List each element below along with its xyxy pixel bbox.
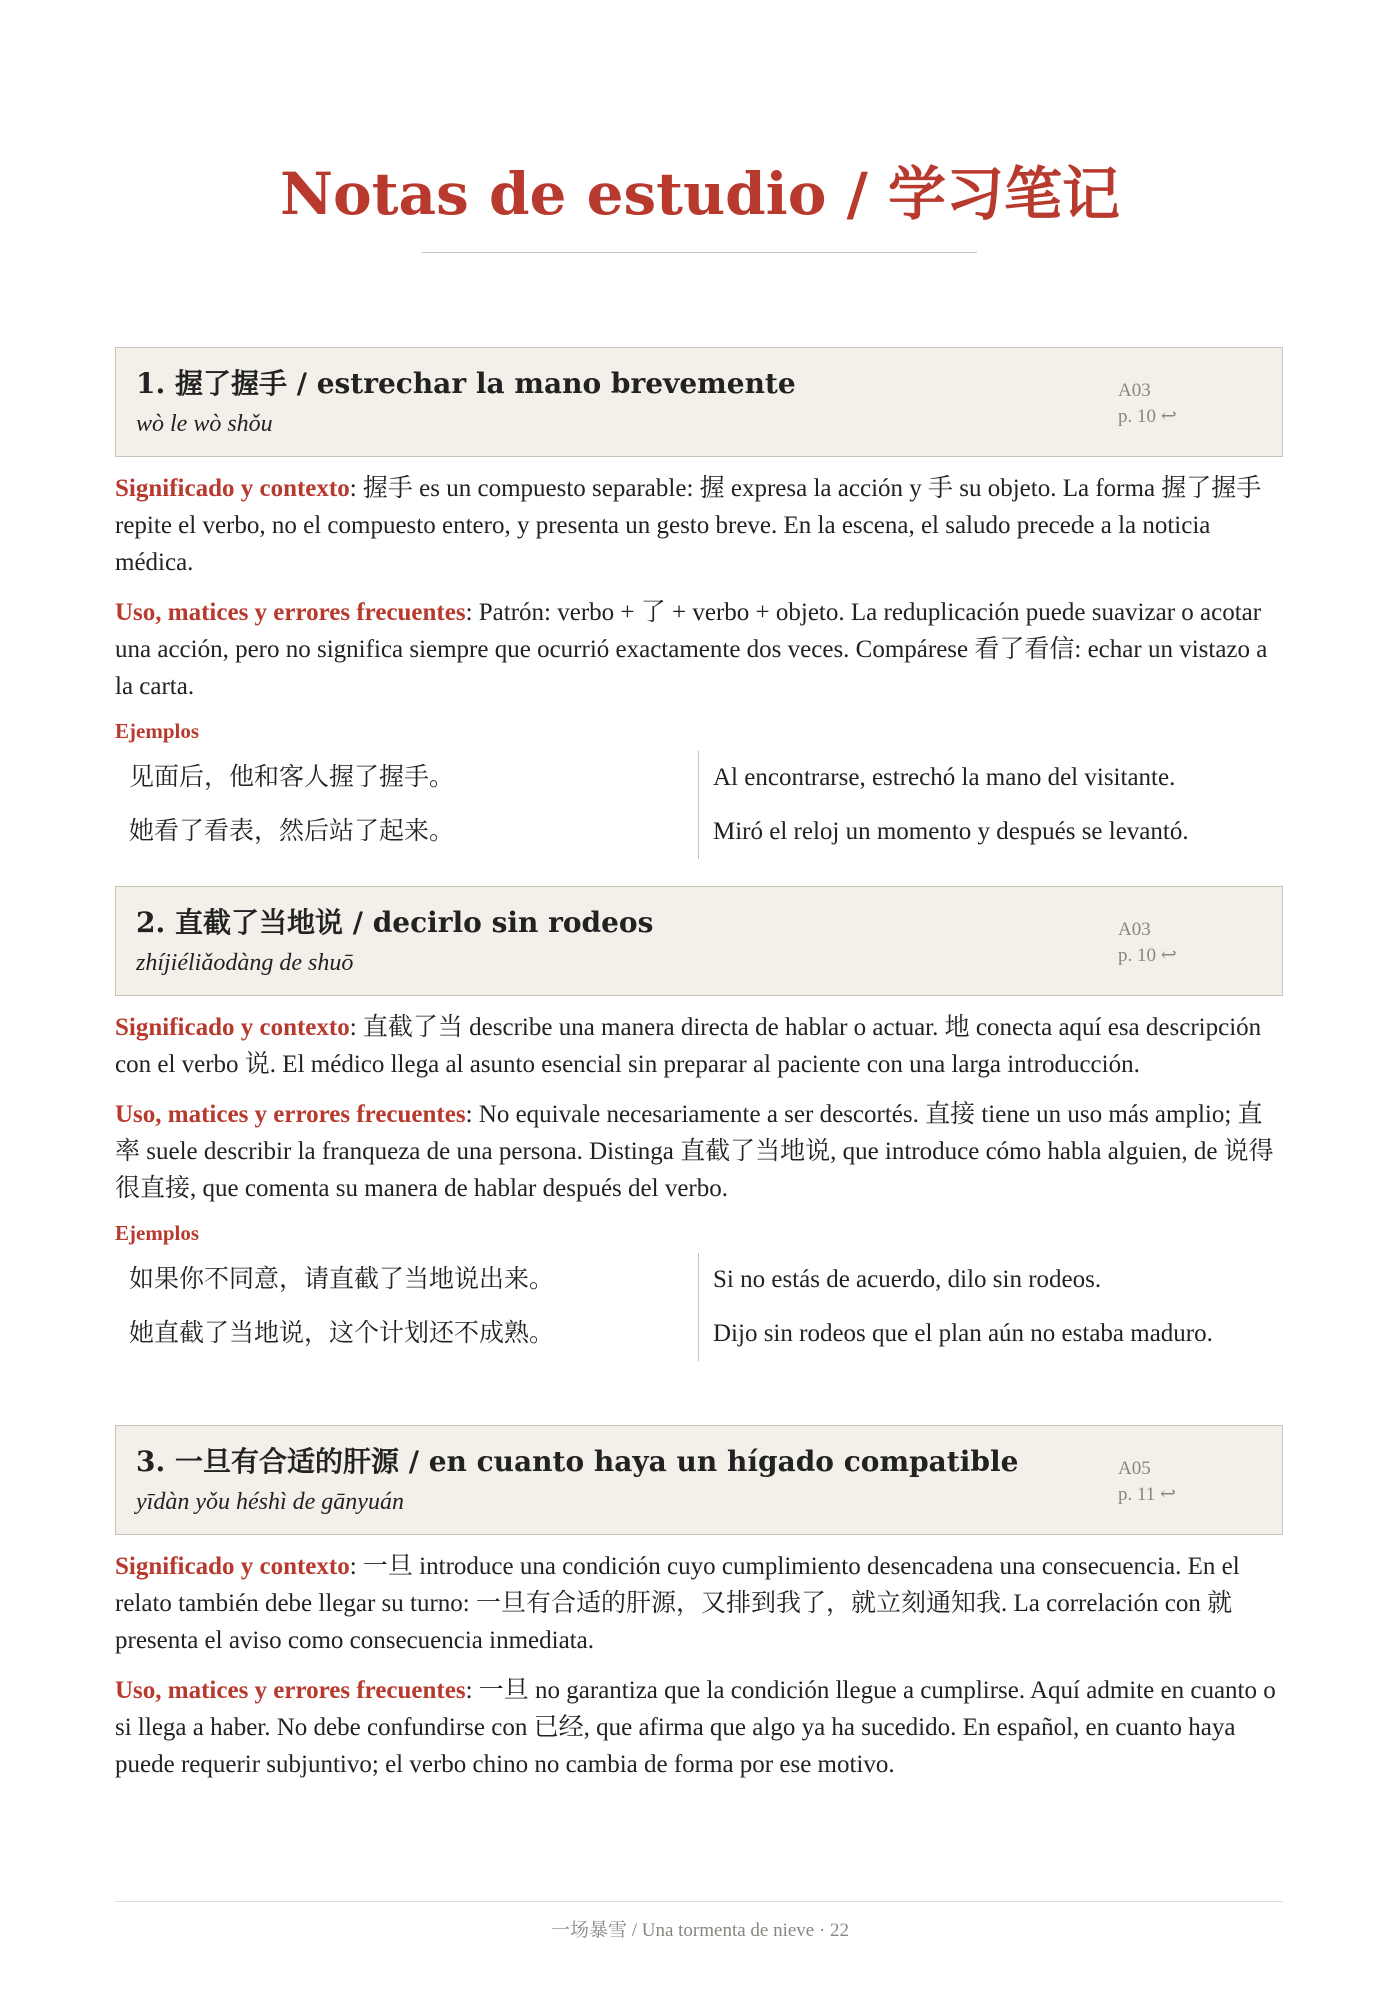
meaning-text: 直截了当 describe una manera directa de hablar o actuar. 地 conecta aquí esa descripción con el verbo 说. El médico llega al asunto esencial sin preparar al paciente con una larga introducción. xyxy=(115,1014,1262,1078)
example-spanish: Al encontrarse, estrechó la mano del visitante. xyxy=(713,764,1176,791)
source-reference xyxy=(1118,378,1177,430)
example-spanish: Dijo sin rodeos que el plan aún no estaba maduro. xyxy=(713,1320,1213,1347)
entry-heading: 1. 握了握手 / estrechar la mano brevemente xyxy=(136,367,796,400)
note-entry-2 xyxy=(115,886,1283,1361)
usage-paragraph: Uso, matices y errores frecuentes: Patrón: verbo + 了 + verbo + objeto. La reduplicación puede suavizar o acotar una acción, pero no significa siempre que ocurrió exactamente dos veces. Compárese 看了看信: echar un vistazo a la carta. xyxy=(115,599,1268,700)
meaning-label: Significado y contexto xyxy=(115,475,350,502)
meaning-paragraph: Significado y contexto: 一旦 introduce una condición cuyo cumplimiento desencadena una consecuencia. En el relato también debe llegar su turno: 一旦有合适的肝源，又排到我了，就立刻通知我. La correlación con 就 presenta el aviso como consecuencia inmediata. xyxy=(115,1553,1240,1654)
examples-table xyxy=(115,751,1283,859)
example-spanish: Si no estás de acuerdo, dilo sin rodeos. xyxy=(713,1266,1102,1293)
meaning-paragraph: Significado y contexto: 直截了当 describe una manera directa de hablar o actuar. 地 conecta aquí esa descripción con el verbo 说. El médico llega al asunto esencial sin preparar al paciente con una larga introducción. xyxy=(115,1014,1262,1078)
meaning-label: Significado y contexto xyxy=(115,1014,350,1041)
entry-pinyin: wò le wò shǒu xyxy=(136,411,273,437)
entry-heading: 2. 直截了当地说 / decirlo sin rodeos xyxy=(136,906,654,939)
example-chinese: 如果你不同意，请直截了当地说出来。 xyxy=(129,1266,555,1293)
example-row xyxy=(115,1253,1283,1307)
entry-heading: 3. 一旦有合适的肝源 / en cuanto haya un hígado compatible xyxy=(136,1445,1019,1478)
meaning-text: 握手 es un compuesto separable: 握 expresa la acción y 手 su objeto. La forma 握了握手 repite el verbo, no el compuesto entero, y presenta un gesto breve. En la escena, el saludo precede a la noticia médica. xyxy=(115,475,1262,576)
meaning-label: Significado y contexto xyxy=(115,1553,350,1580)
usage-text: No equivale necesariamente a ser descortés. 直接 tiene un uso más amplio; 直率 suele describir la franqueza de una persona. Distinga 直截了当地说, que introduce cómo habla alguien, de 说得很直接, que comenta su manera de hablar después del verbo. xyxy=(115,1101,1274,1202)
usage-paragraph: Uso, matices y errores frecuentes: 一旦 no garantiza que la condición llegue a cumplirse. Aquí admite en cuanto o si llega a haber. No debe confundirse con 已经, que afirma que algo ya ha sucedido. En español, en cuanto haya puede requerir subjuntivo; el verbo chino no cambia de forma por ese motivo. xyxy=(115,1677,1276,1778)
page-footer: 一场暴雪 / Una tormenta de nieve · 22 xyxy=(550,1920,850,1941)
example-row xyxy=(115,751,1283,805)
back-reference-link[interactable]: p. 10 ↩ xyxy=(1118,945,1177,966)
entry-header xyxy=(115,347,1283,457)
example-chinese: 见面后，他和客人握了握手。 xyxy=(129,764,455,791)
usage-paragraph: Uso, matices y errores frecuentes: No equivale necesariamente a ser descortés. 直接 tiene un uso más amplio; 直率 suele describir la franqueza de una persona. Distinga 直截了当地说, que introduce cómo habla alguien, de 说得很直接, que comenta su manera de hablar después del verbo. xyxy=(115,1101,1274,1202)
source-reference xyxy=(1118,917,1177,969)
back-reference-link[interactable]: p. 11 ↩ xyxy=(1118,1484,1176,1505)
back-reference-link[interactable]: p. 10 ↩ xyxy=(1118,406,1177,427)
entry-pinyin: yīdàn yǒu héshì de gānyuán xyxy=(136,1489,404,1515)
reference-code: A03 xyxy=(1118,380,1151,401)
reference-code: A05 xyxy=(1118,1458,1151,1479)
example-chinese: 她直截了当地说，这个计划还不成熟。 xyxy=(129,1320,555,1347)
entry-header xyxy=(115,886,1283,996)
entry-pinyin: zhíjiéliǎodàng de shuō xyxy=(136,950,354,976)
usage-text: Patrón: verbo + 了 + verbo + objeto. La reduplicación puede suavizar o acotar una acción, pero no significa siempre que ocurrió exactamente dos veces. Compárese 看了看信: echar un vistazo a la carta. xyxy=(115,599,1268,700)
meaning-paragraph: Significado y contexto: 握手 es un compuesto separable: 握 expresa la acción y 手 su objeto. La forma 握了握手 repite el verbo, no el compuesto entero, y presenta un gesto breve. En la escena, el saludo precede a la noticia médica. xyxy=(115,475,1262,576)
example-spanish: Miró el reloj un momento y después se levantó. xyxy=(713,818,1189,845)
entry-header xyxy=(115,1425,1283,1535)
source-reference xyxy=(1118,1456,1176,1508)
usage-label: Uso, matices y errores frecuentes xyxy=(115,1677,466,1704)
usage-label: Uso, matices y errores frecuentes xyxy=(115,1101,466,1128)
footer-divider xyxy=(115,1901,1283,1902)
reference-code: A03 xyxy=(1118,919,1151,940)
usage-text: 一旦 no garantiza que la condición llegue a cumplirse. Aquí admite en cuanto o si llega a haber. No debe confundirse con 已经, que afirma que algo ya ha sucedido. En español, en cuanto haya puede requerir subjuntivo; el verbo chino no cambia de forma por ese motivo. xyxy=(115,1677,1276,1778)
example-row xyxy=(115,805,1283,859)
page-title: Notas de estudio / 学习笔记 xyxy=(280,160,1120,228)
example-row xyxy=(115,1307,1283,1361)
examples-heading: Ejemplos xyxy=(115,1221,199,1245)
meaning-text: 一旦 introduce una condición cuyo cumplimiento desencadena una consecuencia. En el relato también debe llegar su turno: 一旦有合适的肝源，又排到我了，就立刻通知我. La correlación con 就 presenta el aviso como consecuencia inmediata. xyxy=(115,1553,1240,1654)
note-entry-3 xyxy=(115,1425,1283,1783)
example-chinese: 她看了看表，然后站了起来。 xyxy=(129,818,455,845)
usage-label: Uso, matices y errores frecuentes xyxy=(115,599,466,626)
title-divider xyxy=(422,252,977,253)
examples-heading: Ejemplos xyxy=(115,719,199,743)
note-entry-1 xyxy=(115,347,1283,859)
examples-table xyxy=(115,1253,1283,1361)
